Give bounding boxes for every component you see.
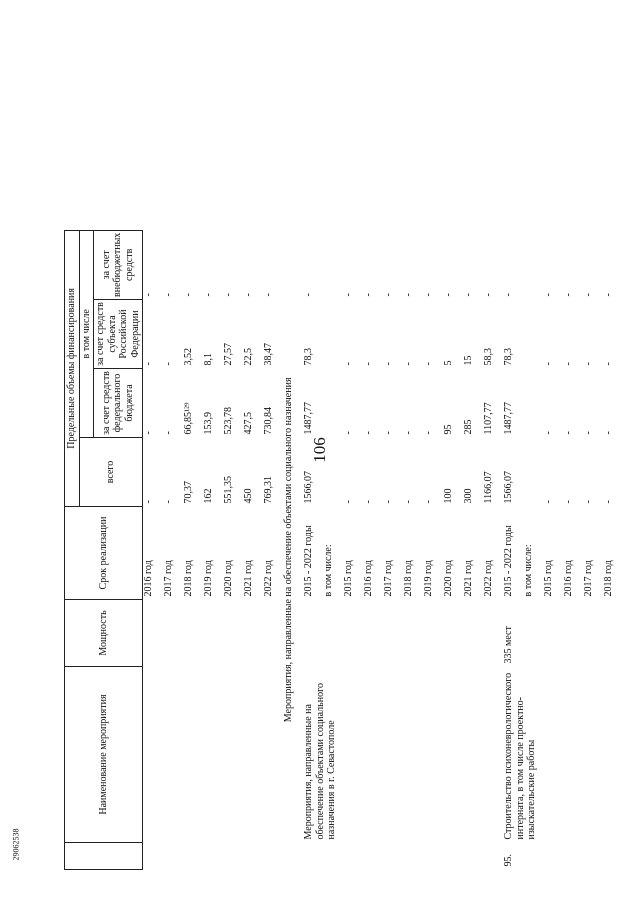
table-cell: 2021 год xyxy=(463,560,474,597)
table-cell: - xyxy=(223,293,234,297)
table-cell: - xyxy=(303,293,314,297)
table-cell: 285 xyxy=(463,419,474,435)
table-row xyxy=(203,230,223,869)
table-cell xyxy=(363,600,383,667)
table-cell xyxy=(443,600,463,667)
table-cell: - xyxy=(383,431,394,435)
table-cell: 2015 год xyxy=(343,560,354,597)
table-cell: - xyxy=(603,500,614,504)
table-cell xyxy=(143,600,164,667)
table-cell: 2020 год xyxy=(223,560,234,597)
table-cell xyxy=(263,600,283,667)
table-row xyxy=(223,230,243,869)
table-cell: - xyxy=(143,362,154,366)
table-cell: - xyxy=(183,293,194,297)
table-cell xyxy=(603,667,623,843)
table-cell xyxy=(483,843,503,870)
table-cell xyxy=(383,667,403,843)
table-cell: - xyxy=(383,293,394,297)
item-capacity: 335 мест xyxy=(503,626,514,664)
table-cell xyxy=(463,667,483,843)
table-row xyxy=(303,230,323,869)
table-cell: 3,52 xyxy=(183,348,194,366)
table-cell xyxy=(403,600,423,667)
table-cell: - xyxy=(563,362,574,366)
table-cell: - xyxy=(363,431,374,435)
table-cell: 38,47 xyxy=(263,343,274,366)
table-cell xyxy=(423,600,443,667)
table-cell xyxy=(443,667,463,843)
document-stamp: 29062538 xyxy=(11,828,21,861)
table-cell: 5 xyxy=(443,360,454,366)
table-cell xyxy=(523,369,543,438)
table-cell: - xyxy=(343,293,354,297)
table-cell xyxy=(323,600,343,667)
table-cell: - xyxy=(463,293,474,297)
table-cell: - xyxy=(383,362,394,366)
including-header: в том числе xyxy=(79,230,94,437)
table-cell: - xyxy=(263,293,274,297)
table-cell xyxy=(183,667,203,843)
table-cell: - xyxy=(163,362,174,366)
table-cell xyxy=(263,667,283,843)
table-cell xyxy=(583,843,603,870)
table-cell: - xyxy=(563,431,574,435)
table-cell: 2022 год xyxy=(483,560,494,597)
table-cell xyxy=(523,230,543,299)
regional-header: за счет средств субъекта Российской Федерации xyxy=(94,300,143,369)
table-cell xyxy=(463,600,483,667)
table-cell: - xyxy=(163,293,174,297)
table-cell: - xyxy=(423,431,434,435)
table-cell: - xyxy=(423,500,434,504)
table-cell: - xyxy=(143,293,154,297)
section-title: Мероприятия, направленные на обеспечение объектами социального назначения xyxy=(283,377,294,723)
table-cell xyxy=(383,843,403,870)
table-cell xyxy=(203,600,223,667)
table-row xyxy=(563,230,583,869)
table-cell: 523,78 xyxy=(223,407,234,435)
table-cell xyxy=(563,843,583,870)
capacity-header: Мощность xyxy=(65,600,143,667)
table-cell: 78,3 xyxy=(303,348,314,366)
table-cell: 162 xyxy=(203,488,214,504)
table-cell: 1487,77 xyxy=(503,402,514,435)
table-cell: - xyxy=(423,362,434,366)
table-cell xyxy=(323,230,343,299)
total-header: всего xyxy=(79,438,143,507)
table-row xyxy=(163,230,183,869)
table-cell xyxy=(443,843,463,870)
table-cell xyxy=(203,843,223,870)
table-cell xyxy=(223,667,243,843)
table-cell: 1166,07 xyxy=(483,471,494,504)
table-cell: - xyxy=(203,293,214,297)
table-cell: 70,37 xyxy=(183,481,194,504)
table-cell: в том числе: xyxy=(523,544,534,597)
table-row xyxy=(583,230,603,869)
table-cell xyxy=(463,843,483,870)
table-cell: 2018 год xyxy=(403,560,414,597)
table-row xyxy=(143,230,164,869)
table-row xyxy=(383,230,403,869)
table-cell: 2022 год xyxy=(263,560,274,597)
table-cell xyxy=(243,843,263,870)
extra-header: за счет внебюджетных средств xyxy=(94,230,143,299)
section-row xyxy=(283,230,303,869)
table-cell: 1107,77 xyxy=(483,402,494,435)
table-cell xyxy=(183,843,203,870)
table-cell: - xyxy=(543,293,554,297)
table-cell xyxy=(163,843,183,870)
table-cell xyxy=(343,600,363,667)
table-cell xyxy=(243,667,263,843)
table-cell xyxy=(263,843,283,870)
item-number: 95. xyxy=(503,854,514,867)
table-cell: 1566,07 xyxy=(503,471,514,504)
table-row xyxy=(243,230,263,869)
table-cell xyxy=(543,600,563,667)
table-cell xyxy=(483,667,503,843)
table-cell: - xyxy=(143,500,154,504)
table-cell: - xyxy=(443,293,454,297)
table-cell xyxy=(303,600,323,667)
table-cell xyxy=(403,667,423,843)
table-row xyxy=(423,230,443,869)
group-name: Мероприятия, направленные на обеспечение объектами социального назначения в г. Севастополе xyxy=(303,683,337,840)
table-cell xyxy=(523,438,543,507)
table-row xyxy=(603,230,623,869)
table-cell xyxy=(343,843,363,870)
table-cell: 2019 год xyxy=(203,560,214,597)
table-cell xyxy=(143,667,164,843)
financing-table xyxy=(64,230,623,870)
table-cell: 2017 год xyxy=(583,560,594,597)
table-row xyxy=(403,230,423,869)
table-cell xyxy=(223,843,243,870)
table-cell: 100 xyxy=(443,488,454,504)
table-cell: 769,31 xyxy=(263,476,274,504)
table-cell xyxy=(163,667,183,843)
table-row xyxy=(503,230,523,869)
table-cell: - xyxy=(383,500,394,504)
table-cell xyxy=(603,600,623,667)
table-cell xyxy=(563,600,583,667)
table-cell: 2016 год xyxy=(363,560,374,597)
table-cell: - xyxy=(403,293,414,297)
table-cell: 2016 год xyxy=(143,560,154,597)
table-cell: - xyxy=(543,362,554,366)
item-name: Строительство психоневрологического интерната, в том числе проектно-изыскательские работы xyxy=(503,672,537,840)
table-cell: - xyxy=(563,500,574,504)
table-cell xyxy=(363,843,383,870)
table-cell: - xyxy=(403,431,414,435)
table-cell xyxy=(323,300,343,369)
table-cell xyxy=(203,667,223,843)
table-cell: 2015 - 2022 годы xyxy=(503,525,514,597)
table-cell xyxy=(243,600,263,667)
table-cell xyxy=(183,600,203,667)
table-cell: 450 xyxy=(243,488,254,504)
table-cell: - xyxy=(583,362,594,366)
name-header: Наименование мероприятия xyxy=(65,667,143,843)
table-cell: 15 xyxy=(463,355,474,366)
table-cell xyxy=(583,667,603,843)
table-cell: 27,57 xyxy=(223,343,234,366)
table-cell: - xyxy=(583,293,594,297)
table-cell: 2018 год xyxy=(183,560,194,597)
table-cell: - xyxy=(563,293,574,297)
table-cell xyxy=(523,600,543,667)
table-cell: - xyxy=(363,500,374,504)
table-cell: 2017 год xyxy=(163,560,174,597)
table-cell: - xyxy=(343,362,354,366)
table-cell xyxy=(523,300,543,369)
table-cell xyxy=(323,438,343,507)
table-row xyxy=(183,230,203,869)
table-cell: 427,5 xyxy=(243,412,254,435)
table-cell xyxy=(143,843,164,870)
table-cell: 1487,77 xyxy=(303,402,314,435)
table-cell: - xyxy=(503,293,514,297)
table-cell: - xyxy=(543,500,554,504)
table-row xyxy=(483,230,503,869)
table-cell xyxy=(403,843,423,870)
table-cell xyxy=(163,600,183,667)
table-cell: 2020 год xyxy=(443,560,454,597)
table-cell xyxy=(383,600,403,667)
table-cell: в том числе: xyxy=(323,544,334,597)
table-cell xyxy=(423,843,443,870)
federal-header: за счет средств федерального бюджета xyxy=(94,369,143,438)
table-cell xyxy=(523,843,543,870)
rotated-table-area xyxy=(64,90,614,870)
table-cell: - xyxy=(343,431,354,435)
table-cell: 2021 год xyxy=(243,560,254,597)
table-cell: - xyxy=(603,362,614,366)
table-cell xyxy=(323,369,343,438)
table-cell xyxy=(303,843,323,870)
table-cell: - xyxy=(423,293,434,297)
table-cell: - xyxy=(243,293,254,297)
funding-header: Предельные объемы финансирования xyxy=(65,230,80,506)
table-cell: - xyxy=(403,500,414,504)
table-cell: 2017 год xyxy=(383,560,394,597)
table-cell: 1566,07 xyxy=(303,471,314,504)
table-cell xyxy=(563,667,583,843)
table-cell: - xyxy=(363,293,374,297)
period-header: Срок реализации xyxy=(65,507,143,600)
num-header xyxy=(65,843,143,870)
table-cell: - xyxy=(583,500,594,504)
table-cell: 2018 год xyxy=(603,560,614,597)
table-cell: 300 xyxy=(463,488,474,504)
table-cell: - xyxy=(603,293,614,297)
table-cell: 58,3 xyxy=(483,348,494,366)
table-cell: - xyxy=(543,431,554,435)
table-cell: 153,9 xyxy=(203,412,214,435)
table-cell: 551,35 xyxy=(223,476,234,504)
table-cell: 78,3 xyxy=(503,348,514,366)
table-cell xyxy=(543,843,563,870)
table-cell: - xyxy=(163,500,174,504)
table-cell xyxy=(323,843,343,870)
table-cell: 66,85¹²⁹ xyxy=(183,402,194,435)
table-cell: 22,5 xyxy=(243,348,254,366)
table-cell: - xyxy=(343,500,354,504)
table-cell: 8,1 xyxy=(203,353,214,366)
table-cell: 2016 год xyxy=(563,560,574,597)
table-cell: 730,84 xyxy=(263,407,274,435)
table-row xyxy=(463,230,483,869)
table-cell: 2019 год xyxy=(423,560,434,597)
table-cell xyxy=(483,600,503,667)
table-row xyxy=(443,230,463,869)
table-cell: - xyxy=(483,293,494,297)
table-cell xyxy=(583,600,603,667)
table-cell xyxy=(603,843,623,870)
table-cell: 2015 год xyxy=(543,560,554,597)
page-number: 106 xyxy=(310,437,329,463)
table-cell: 95 xyxy=(443,424,454,435)
table-cell: - xyxy=(583,431,594,435)
table-row xyxy=(263,230,283,869)
table-cell: - xyxy=(603,431,614,435)
table-cell: 2015 - 2022 годы xyxy=(303,525,314,597)
table-cell xyxy=(223,600,243,667)
table-cell: - xyxy=(403,362,414,366)
table-cell: - xyxy=(363,362,374,366)
table-cell: - xyxy=(163,431,174,435)
table-cell xyxy=(423,667,443,843)
table-cell: - xyxy=(143,431,154,435)
